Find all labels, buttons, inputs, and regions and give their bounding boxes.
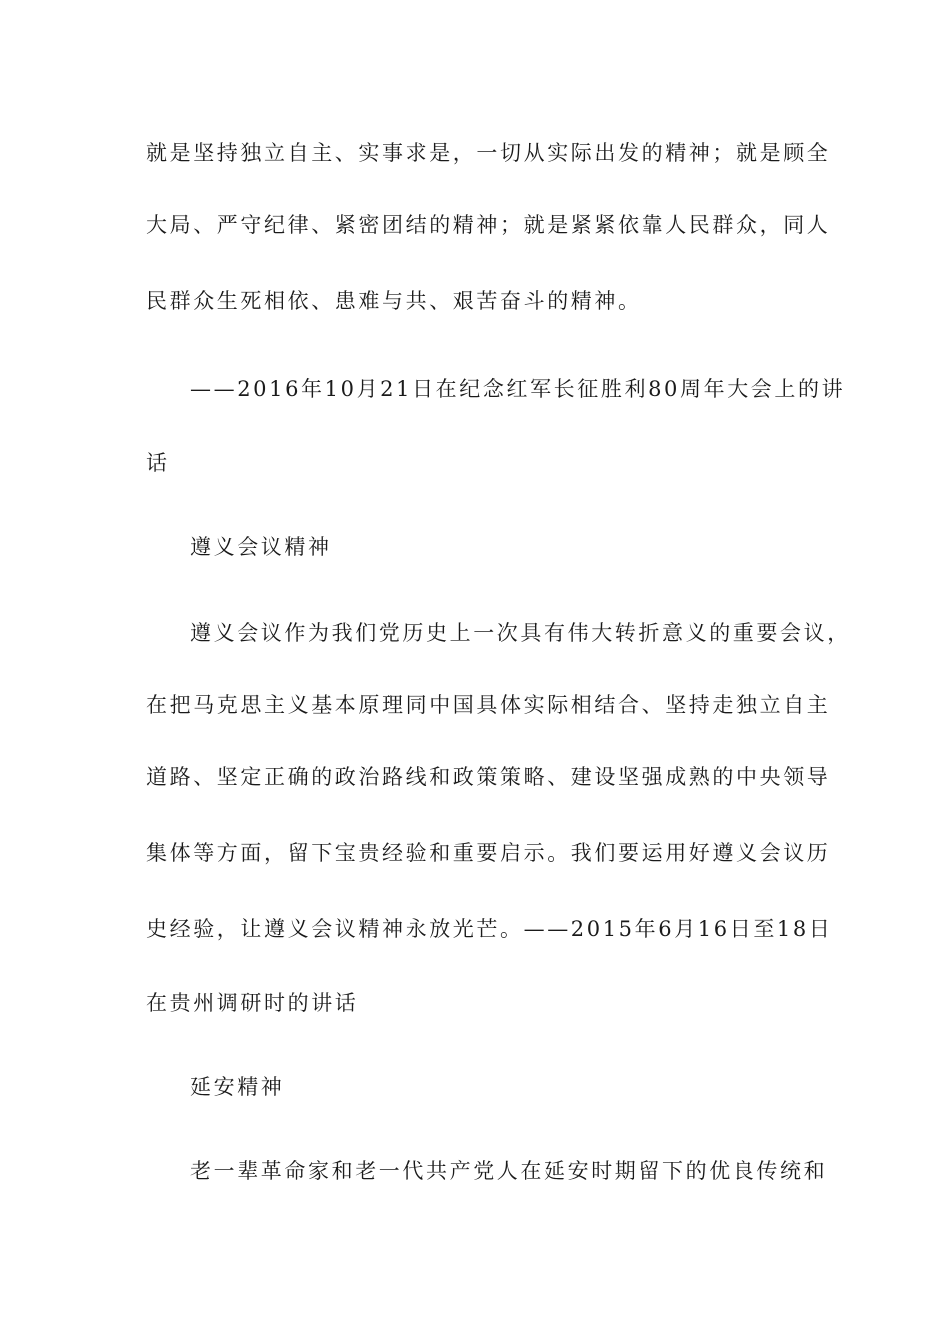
section-heading: 延安精神 bbox=[190, 1075, 285, 1099]
text-line: 民群众生死相依、患难与共、艰苦奋斗的精神。 bbox=[146, 289, 642, 313]
text-line: 大局、严守纪律、紧密团结的精神；就是紧紧依靠人民群众，同人 bbox=[146, 213, 831, 237]
text-line: 话 bbox=[146, 451, 170, 475]
text-line: 遵义会议作为我们党历史上一次具有伟大转折意义的重要会议， bbox=[190, 621, 851, 645]
text-line: 在贵州调研时的讲话 bbox=[146, 991, 359, 1015]
text-line: 就是坚持独立自主、实事求是，一切从实际出发的精神；就是顾全 bbox=[146, 141, 831, 165]
section-heading: 遵义会议精神 bbox=[190, 535, 332, 559]
speech-citation: ——2016年10月21日在纪念红军长征胜利80周年大会上的讲 bbox=[190, 377, 846, 401]
text-line: 集体等方面，留下宝贵经验和重要启示。我们要运用好遵义会议历 bbox=[146, 841, 831, 865]
text-line: 老一辈革命家和老一代共产党人在延安时期留下的优良传统和 bbox=[190, 1159, 828, 1183]
text-line: 道路、坚定正确的政治路线和政策策略、建设坚强成熟的中央领导 bbox=[146, 765, 831, 789]
text-line: 在把马克思主义基本原理同中国具体实际相结合、坚持走独立自主 bbox=[146, 693, 831, 717]
text-line: 史经验，让遵义会议精神永放光芒。——2015年6月16日至18日 bbox=[146, 917, 833, 941]
